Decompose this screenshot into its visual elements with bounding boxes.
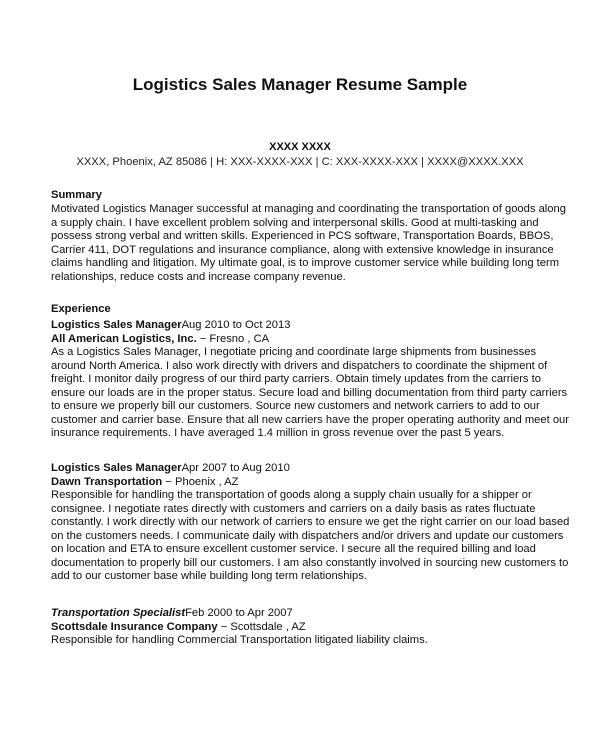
- job-description-line: customer and carrier base. Ensure that all new carriers have the proper operating authority and meet our: [51, 413, 570, 426]
- summary-line: relationships, reduce costs and increase company revenue.: [51, 270, 346, 283]
- job-description-line: Responsible for handling the transportation of goods along a supply chain usually for a shipper or: [51, 489, 532, 501]
- summary-heading: Summary: [51, 189, 102, 201]
- company-location: − Fresno , CA: [196, 332, 270, 345]
- summary-line: claims handling and litigation. My ultimate goal, is to improve customer service while building long term: [51, 257, 560, 269]
- company-name: Scottsdale Insurance Company: [51, 620, 218, 633]
- company-location: − Scottsdale , AZ: [217, 620, 306, 633]
- company-header: [51, 621, 551, 635]
- company-location: − Phoenix , AZ: [162, 475, 239, 488]
- job-dates: Aug 2010 to Oct 2013: [181, 319, 291, 331]
- job-entry: [51, 319, 570, 441]
- experience-heading: Experience: [51, 303, 111, 315]
- candidate-name: XXXX XXXX: [269, 141, 331, 153]
- company-name: Dawn Transportation: [51, 475, 163, 488]
- job-description-line: to ensure we properly bill our customers. Source new customers and network carriers to add to our: [51, 400, 540, 412]
- document-title: Logistics Sales Manager Resume Sample: [132, 75, 468, 94]
- job-description-line: on the customers needs. I communicate daily with dispatchers and/or drivers and update our customers: [51, 529, 564, 542]
- job-entry: [51, 607, 551, 648]
- job-header: [51, 607, 551, 621]
- job-header: [51, 319, 551, 333]
- job-description-line: Responsible for handling Commercial Transportation litigated liability claims.: [51, 634, 428, 646]
- contact-info: XXXX, Phoenix, AZ 85086 | H: XXX-XXXX-XXX | C: XXX-XXXX-XXX | XXXX@XXXX.XXX: [76, 156, 524, 168]
- job-description: [51, 634, 551, 648]
- job-title: Transportation Specialist: [51, 607, 186, 619]
- experience-section: [51, 302, 551, 316]
- job-description-line: freight. I monitor daily progress of our third party carriers. Obtain timely updates from the carriers to: [51, 373, 541, 385]
- summary-line: possess strong verbal and written skills. Experienced in PCS software, Transportation Boards, BBOS,: [51, 230, 554, 242]
- job-description-line: insurance requirements. I have averaged 1.4 million in gross revenue over the past 5 years.: [51, 427, 505, 439]
- job-description-line: around North America. I also work directly with drivers and dispatchers to coordinate the shipment of: [51, 359, 548, 372]
- job-description-line: consignee. I negotiate rates directly with customers and carriers on a daily basis as rates fluctuate: [51, 502, 536, 515]
- summary-section: [51, 188, 566, 284]
- job-entry: [51, 462, 570, 584]
- summary-line: Motivated Logistics Manager successful at managing and coordinating the transportation of goods along: [51, 203, 566, 215]
- job-dates: Feb 2000 to Apr 2007: [185, 607, 293, 619]
- job-description-line: documentation to properly bill our customers. I am also constantly involved in sourcing new customers to: [51, 556, 569, 569]
- company-name: All American Logistics, Inc.: [51, 332, 197, 345]
- job-description-line: add to our customer base while building long term relationships.: [51, 570, 367, 582]
- summary-line: Carrier 411, DOT regulations and insurance compliance, along with extensive knowledge in insurance: [51, 243, 554, 256]
- job-description: [51, 489, 570, 584]
- job-description-line: constantly. I work directly with our network of carriers to ensure we get the right carrier on our load based: [51, 516, 570, 528]
- job-header: [51, 462, 551, 476]
- job-description-line: ensure our loads are in the proper status. Secure load and billing documentation from third party carriers: [51, 386, 568, 399]
- summary-line: a supply chain. I have excellent problem solving and interpersonal skills. Good at multi-tasking and: [51, 216, 539, 229]
- summary-text: [51, 203, 566, 284]
- job-dates: Apr 2007 to Aug 2010: [181, 462, 290, 474]
- company-header: [51, 476, 551, 490]
- job-description: [51, 346, 570, 441]
- company-header: [51, 333, 551, 347]
- job-description-line: on location and ETA to ensure excellent customer service. I secure all the required billing and load: [51, 543, 536, 555]
- job-title: Logistics Sales Manager: [51, 462, 182, 474]
- job-description-line: As a Logistics Sales Manager, I negotiate pricing and coordinate large shipments from businesses: [51, 346, 537, 358]
- job-title: Logistics Sales Manager: [51, 319, 182, 331]
